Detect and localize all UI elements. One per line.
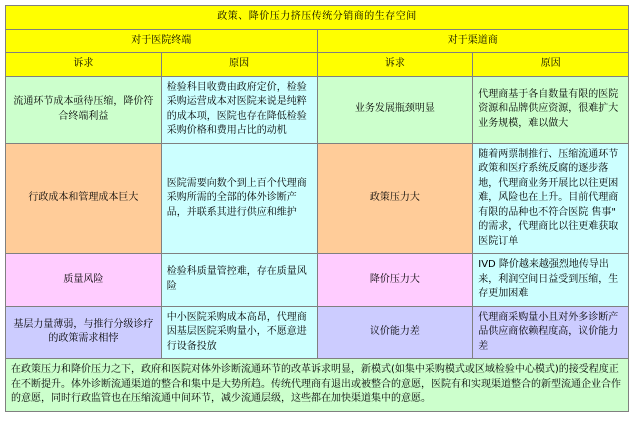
group-header-row <box>6 29 629 53</box>
row-2-right-claim: 政策压力大 <box>317 143 473 254</box>
group-header-hospital: 对于医院终端 <box>6 29 318 53</box>
row-1-right-claim: 业务发展瓶颈明显 <box>317 76 473 143</box>
row-3-left-claim: 质量风险 <box>6 254 162 307</box>
row-3-right-claim: 降价压力大 <box>317 254 473 307</box>
row-2-right-reason: 随着两票制推行、压缩流通环节政策和医疗系统反腐的逐步落地，代理商业务开展比以往更困难，风险也在上升。目前代理商有限的品种也不符合医院 售事" 的需求，代理商比以往更难获取医院订单 <box>473 143 629 254</box>
footer-row <box>6 359 629 412</box>
table-row <box>6 76 629 143</box>
row-1-right-reason: 代理商基于各自数量有限的医院资源和品牌供应资源，很难扩大业务规模，难以做大 <box>473 76 629 143</box>
row-4-left-reason: 中小医院采购成本高昂，代理商因基层医院采购量小，不愿意进行设备投放 <box>161 306 317 359</box>
column-header-reason-left: 原因 <box>161 53 317 77</box>
table-row <box>6 254 629 307</box>
table-row <box>6 306 629 359</box>
row-2-left-claim: 行政成本和管理成本巨大 <box>6 143 162 254</box>
group-header-channel: 对于渠道商 <box>317 29 629 53</box>
row-4-right-claim: 议价能力差 <box>317 306 473 359</box>
policy-pressure-table <box>5 5 629 412</box>
column-header-row <box>6 53 629 77</box>
row-1-left-claim: 流通环节成本亟待压缩，降价符合终端利益 <box>6 76 162 143</box>
row-2-left-reason: 医院需要向数个到上百个代理商采购所需的全部的体外诊断产品，并联系其进行供应和维护 <box>161 143 317 254</box>
row-1-left-reason: 检验科目收费由政府定价，检验采购运营成本对医院来说是纯粹的成本项，医院也存在降低检验采购价格和费用占比的动机 <box>161 76 317 143</box>
column-header-claim-right: 诉求 <box>317 53 473 77</box>
row-4-right-reason: 代理商采购量小且对外多诊断产品供应商依赖程度高，议价能力差 <box>473 306 629 359</box>
document-sheet <box>0 5 634 429</box>
row-3-left-reason: 检验科质量管控难，存在质量风险 <box>161 254 317 307</box>
column-header-claim-left: 诉求 <box>6 53 162 77</box>
table-row <box>6 143 629 254</box>
page-title: 政策、降价压力挤压传统分销商的生存空间 <box>6 6 629 30</box>
row-4-left-claim: 基层力量薄弱，与推行分级诊疗的政策需求相悖 <box>6 306 162 359</box>
summary-note: 在政策压力和降价压力之下，政府和医院对体外诊断流通环节的改革诉求明显，新模式(如集中采购模式或区域检验中心模式)的接受程度正在不断提升。体外诊断流通渠道的整合和集中是大势所趋。传统代理商有退出或被整合的意愿，医院有和实现渠道整合的新型流通企业合作的意愿，同时行政监管也在压缩流通中间环节，减少流通层级，这些都在加快渠道集中的意愿。 <box>6 359 629 412</box>
column-header-reason-right: 原因 <box>473 53 629 77</box>
table-title-row <box>6 6 629 30</box>
row-3-right-reason: IVD 降价越来越强烈地传导出来，利润空间日益受到压缩，生存更加困难 <box>473 254 629 307</box>
